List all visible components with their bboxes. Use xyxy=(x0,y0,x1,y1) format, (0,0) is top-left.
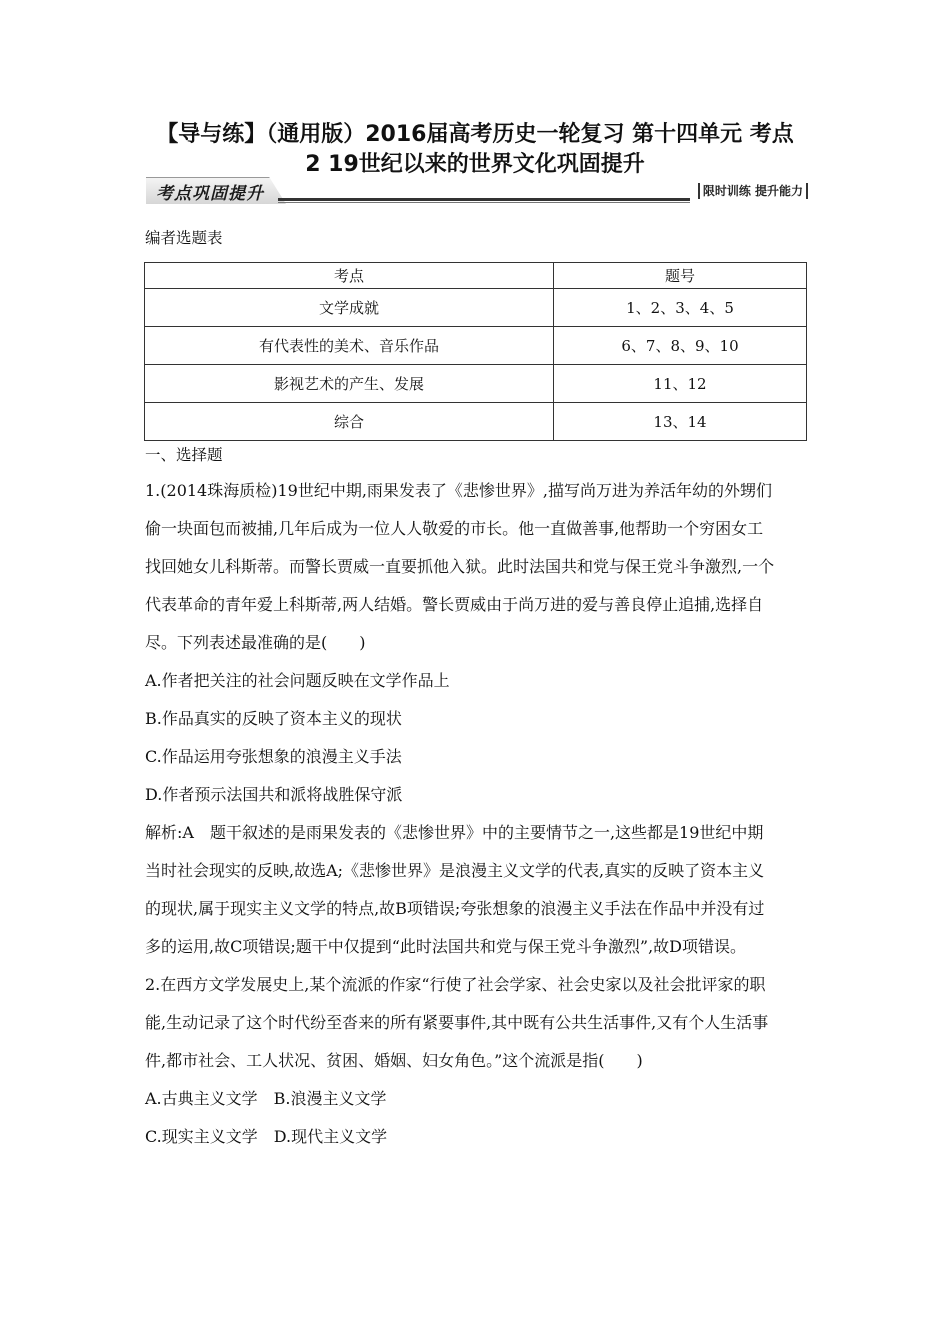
option-a: A.作者把关注的社会问题反映在文学作品上 xyxy=(145,671,450,690)
table-row xyxy=(145,289,807,327)
table-cell: 1、2、3、4、5 xyxy=(554,289,807,327)
section-heading: 一、选择题 xyxy=(145,446,223,464)
table-row xyxy=(145,403,807,441)
analysis-line: 解析:A 题干叙述的是雨果发表的《悲惨世界》中的主要情节之一,这些都是19世纪中期 xyxy=(145,823,764,842)
table-cell: 有代表性的美术、音乐作品 xyxy=(145,327,554,365)
question-line: 尽。下列表述最准确的是( ) xyxy=(145,633,366,652)
banner-rule-thin xyxy=(278,202,690,203)
table-header-row xyxy=(145,263,807,289)
question-line: 1.(2014珠海质检)19世纪中期,雨果发表了《悲惨世界》,描写尚万进为养活年幼的外甥们 xyxy=(145,481,773,500)
analysis-line: 的现状,属于现实主义文学的特点,故B项错误;夸张想象的浪漫主义手法在作品中并没有过 xyxy=(145,899,765,918)
table-caption: 编者选题表 xyxy=(145,229,223,247)
question-1 xyxy=(145,472,810,966)
question-line: 偷一块面包而被捕,几年后成为一位人人敬爱的市长。他一直做善事,他帮助一个穷困女工 xyxy=(145,519,764,538)
table-row xyxy=(145,365,807,403)
question-line: 代表革命的青年爱上科斯蒂,两人结婚。警长贾威由于尚万进的爱与善良停止追捕,选择自 xyxy=(145,595,764,614)
table-cell: 综合 xyxy=(145,403,554,441)
banner-label: 考点巩固提升 xyxy=(156,184,264,204)
option-d: D.作者预示法国共和派将战胜保守派 xyxy=(145,785,403,804)
question-line: 找回她女儿科斯蒂。而警长贾威一直要抓他入狱。此时法国共和党与保王党斗争激烈,一个 xyxy=(145,557,775,576)
option-row: C.现实主义文学 D.现代主义文学 xyxy=(145,1127,388,1146)
banner-rule xyxy=(278,198,690,201)
selection-table xyxy=(144,262,807,441)
table-cell: 影视艺术的产生、发展 xyxy=(145,365,554,403)
question-2 xyxy=(145,966,810,1156)
banner-right-label: 限时训练 提升能力 xyxy=(698,183,808,199)
table-header-cell: 考点 xyxy=(145,263,554,289)
table-header-cell: 题号 xyxy=(554,263,807,289)
table-cell: 11、12 xyxy=(554,365,807,403)
title-line-2: 2 19世纪以来的世界文化巩固提升 xyxy=(305,152,645,177)
analysis-line: 多的运用,故C项错误;题干中仅提到“此时法国共和党与保王党斗争激烈”,故D项错误。 xyxy=(145,937,746,956)
table-cell: 13、14 xyxy=(554,403,807,441)
question-line: 件,都市社会、工人状况、贫困、婚姻、妇女角色。”这个流派是指( ) xyxy=(145,1051,643,1070)
question-line: 能,生动记录了这个时代纷至沓来的所有紧要事件,其中既有公共生活事件,又有个人生活事 xyxy=(145,1013,769,1032)
document-title xyxy=(100,120,850,180)
option-c: C.作品运用夸张想象的浪漫主义手法 xyxy=(145,747,402,766)
table-cell: 文学成就 xyxy=(145,289,554,327)
analysis-line: 当时社会现实的反映,故选A;《悲惨世界》是浪漫主义文学的代表,真实的反映了资本主义 xyxy=(145,861,765,880)
table-cell: 6、7、8、9、10 xyxy=(554,327,807,365)
title-line-1: 【导与练】（通用版）2016届高考历史一轮复习 第十四单元 考点 xyxy=(156,122,794,147)
table-row xyxy=(145,327,807,365)
question-line: 2.在西方文学发展史上,某个流派的作家“行使了社会学家、社会史家以及社会批评家的职 xyxy=(145,975,766,994)
option-row: A.古典主义文学 B.浪漫主义文学 xyxy=(145,1089,387,1108)
option-b: B.作品真实的反映了资本主义的现状 xyxy=(145,709,402,728)
section-banner xyxy=(146,177,808,205)
